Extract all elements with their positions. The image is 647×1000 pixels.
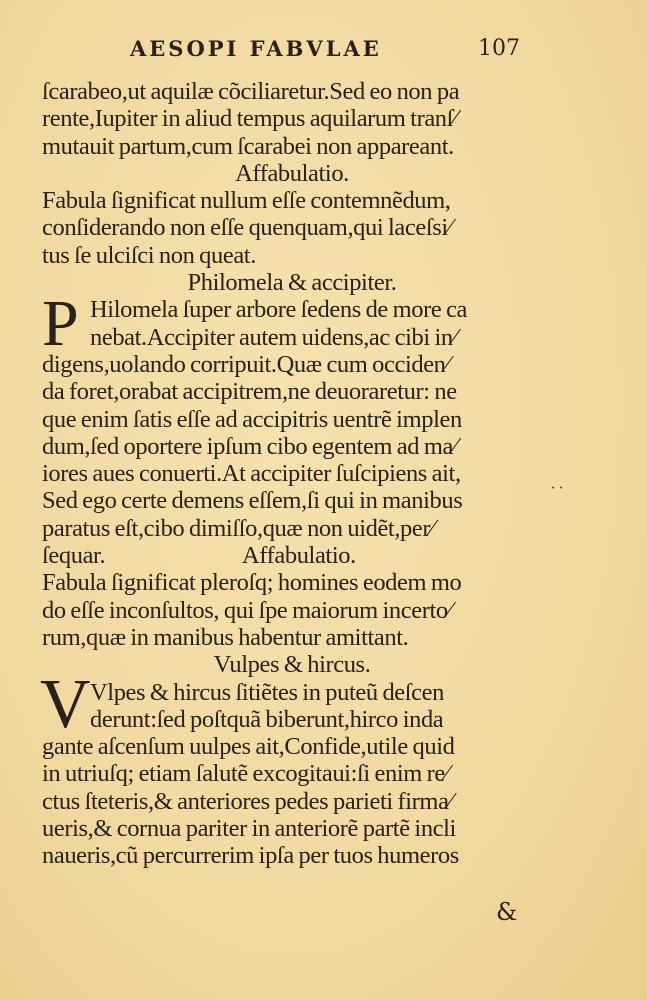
text-line: do eſſe inconſultos, qui ſpe maiorum incerto⁄ <box>42 596 452 624</box>
text-line: ctus ſteteris,& anteriores pedes parieti firma⁄ <box>42 787 453 815</box>
page-header <box>130 36 520 68</box>
text-line: que enim ſatis eſſe ad accipitris uentrẽ implen <box>42 405 462 433</box>
text-line-end: ſequar. <box>42 542 106 570</box>
text-line: conſiderando non eſſe quenquam,qui laceſsi⁄ <box>42 214 452 242</box>
margin-mark: ˙˙ <box>549 484 565 503</box>
text-line: gante aſcenſum uulpes ait,Confide,utile quid <box>42 733 455 761</box>
text-line: rente,Iupiter in aliud tempus aquilarum tranſ⁄ <box>42 105 457 133</box>
text-line: Hilomela ſuper arbore ſedens de more ca <box>90 296 468 324</box>
text-line: digens,uolando corripuit.Quæ cum occiden⁄ <box>42 350 450 378</box>
text-line: da foret,orabat accipitrem,ne deuoraretur: ne <box>42 378 457 406</box>
body-text <box>42 78 542 870</box>
text-line: Fabula ſignificat nullum eſſe contemnẽdum, <box>42 187 451 215</box>
text-line: naueris,cũ percurrerim ipſa per tuos humeros <box>42 842 459 870</box>
text-line: iores aues conuerti.At accipiter ſuſcipiens ait, <box>42 460 461 488</box>
section-heading: Affabulatio. <box>235 159 349 187</box>
text-line: dum,ſed oportere ipſum cibo egentem ad ma⁄ <box>42 432 457 460</box>
text-line <box>42 542 542 569</box>
text-line: nebat.Accipiter autem uidens,ac cibi in⁄ <box>90 323 457 351</box>
catchword: & <box>496 898 518 926</box>
text-line: derunt:ſed poſtquã biberunt,hirco inda <box>90 705 444 733</box>
drop-capital: P <box>42 287 79 361</box>
section-heading: Affabulatio. <box>242 542 356 570</box>
text-line: Sed ego certe demens eſſem,ſi qui in manibus <box>42 487 463 515</box>
text-line: ueris,& cornua pariter in anteriorẽ partẽ incli <box>42 815 456 843</box>
running-title: AESOPI FABVLAE <box>130 36 382 61</box>
fable-paragraph <box>42 287 542 570</box>
text-line: tus ſe ulciſci non queat. <box>42 241 256 269</box>
text-line: Fabula ſignificat pleroſq; homines eodem mo <box>42 569 462 597</box>
fable-title: Vulpes & hircus. <box>213 651 371 679</box>
text-line: in utriuſq; etiam ſalutẽ excogitaui:ſi enim re⁄ <box>42 760 449 788</box>
text-line: rum,quæ in manibus habentur amittant. <box>42 623 409 651</box>
page-number: 107 <box>478 36 520 61</box>
text-line: mutauit partum,cum ſcarabei non appareant. <box>42 132 454 160</box>
text-line: paratus eſt,cibo dimiſſo,quæ non uidẽt,per⁄ <box>42 514 434 542</box>
text-line: ſcarabeo,ut aquilæ cõciliaretur.Sed eo non pa <box>42 78 460 105</box>
text-line: Vlpes & hircus ſitiẽtes in puteũ deſcen <box>90 678 444 706</box>
drop-capital: V <box>40 665 91 743</box>
fable-title: Philomela & accipiter. <box>187 269 397 297</box>
